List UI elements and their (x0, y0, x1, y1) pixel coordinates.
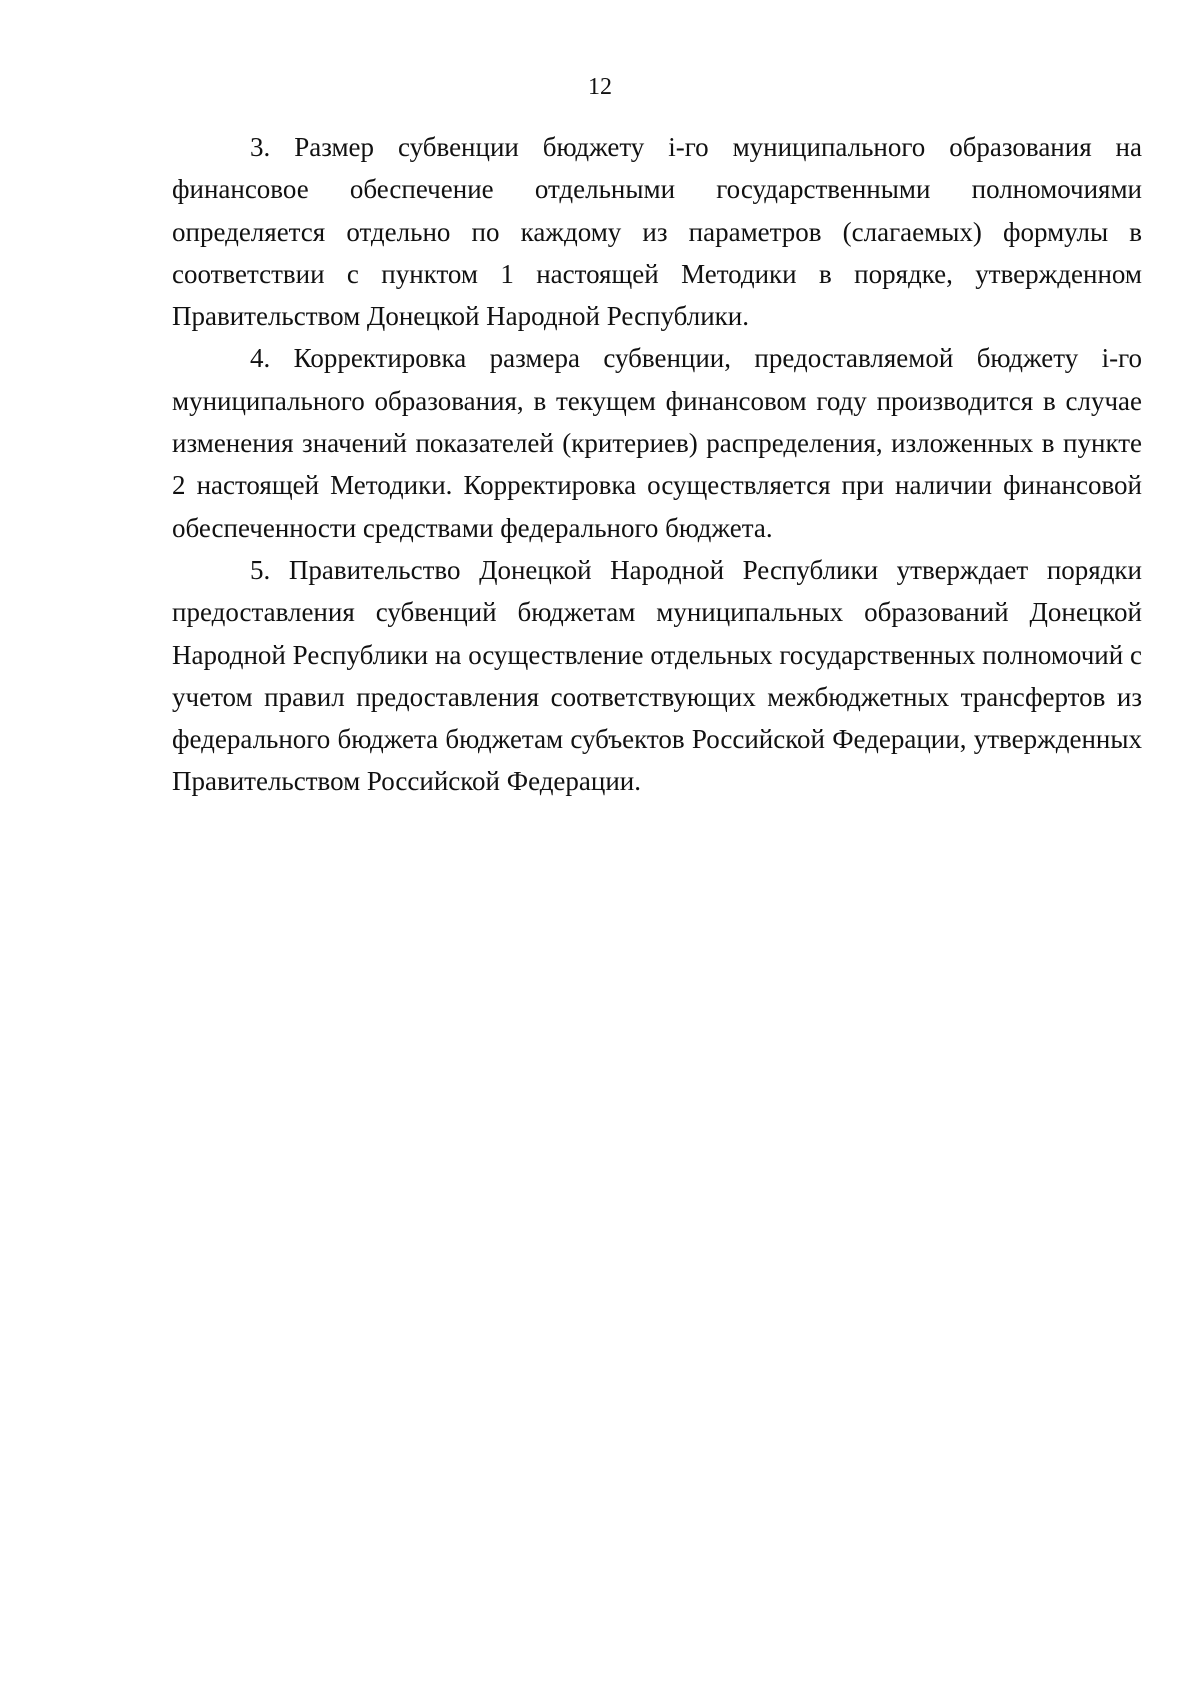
page-number: 12 (588, 74, 612, 100)
paragraph-4: 4. Корректировка размера субвенции, предоставляемой бюджету i-го муниципального образования, в текущем финансовом году производится в случае изменения значений показателей (критериев) распределения, изложенных в пункте 2 настоящей Методики. Корректировка осуществляется при наличии финансовой обеспеченности средствами федерального бюджета. (172, 343, 1142, 543)
paragraph-5: 5. Правительство Донецкой Народной Республики утверждает порядки предоставления субвенций бюджетам муниципальных образований Донецкой Народной Республики на осуществление отдельных государственных полномочий с учетом правил предоставления соответствующих межбюджетных трансфертов из федерального бюджета бюджетам субъектов Российской Федерации, утвержденных Правительством Российской Федерации. (172, 554, 1142, 797)
document-body (172, 126, 1142, 803)
paragraph-3: 3. Размер субвенции бюджету i-го муниципального образования на финансовое обеспечение отдельными государственными полномочиями определяется отдельно по каждому из параметров (слагаемых) формулы в соответствии с пунктом 1 настоящей Методики в порядке, утвержденном Правительством Донецкой Народной Республики. (172, 132, 1142, 332)
